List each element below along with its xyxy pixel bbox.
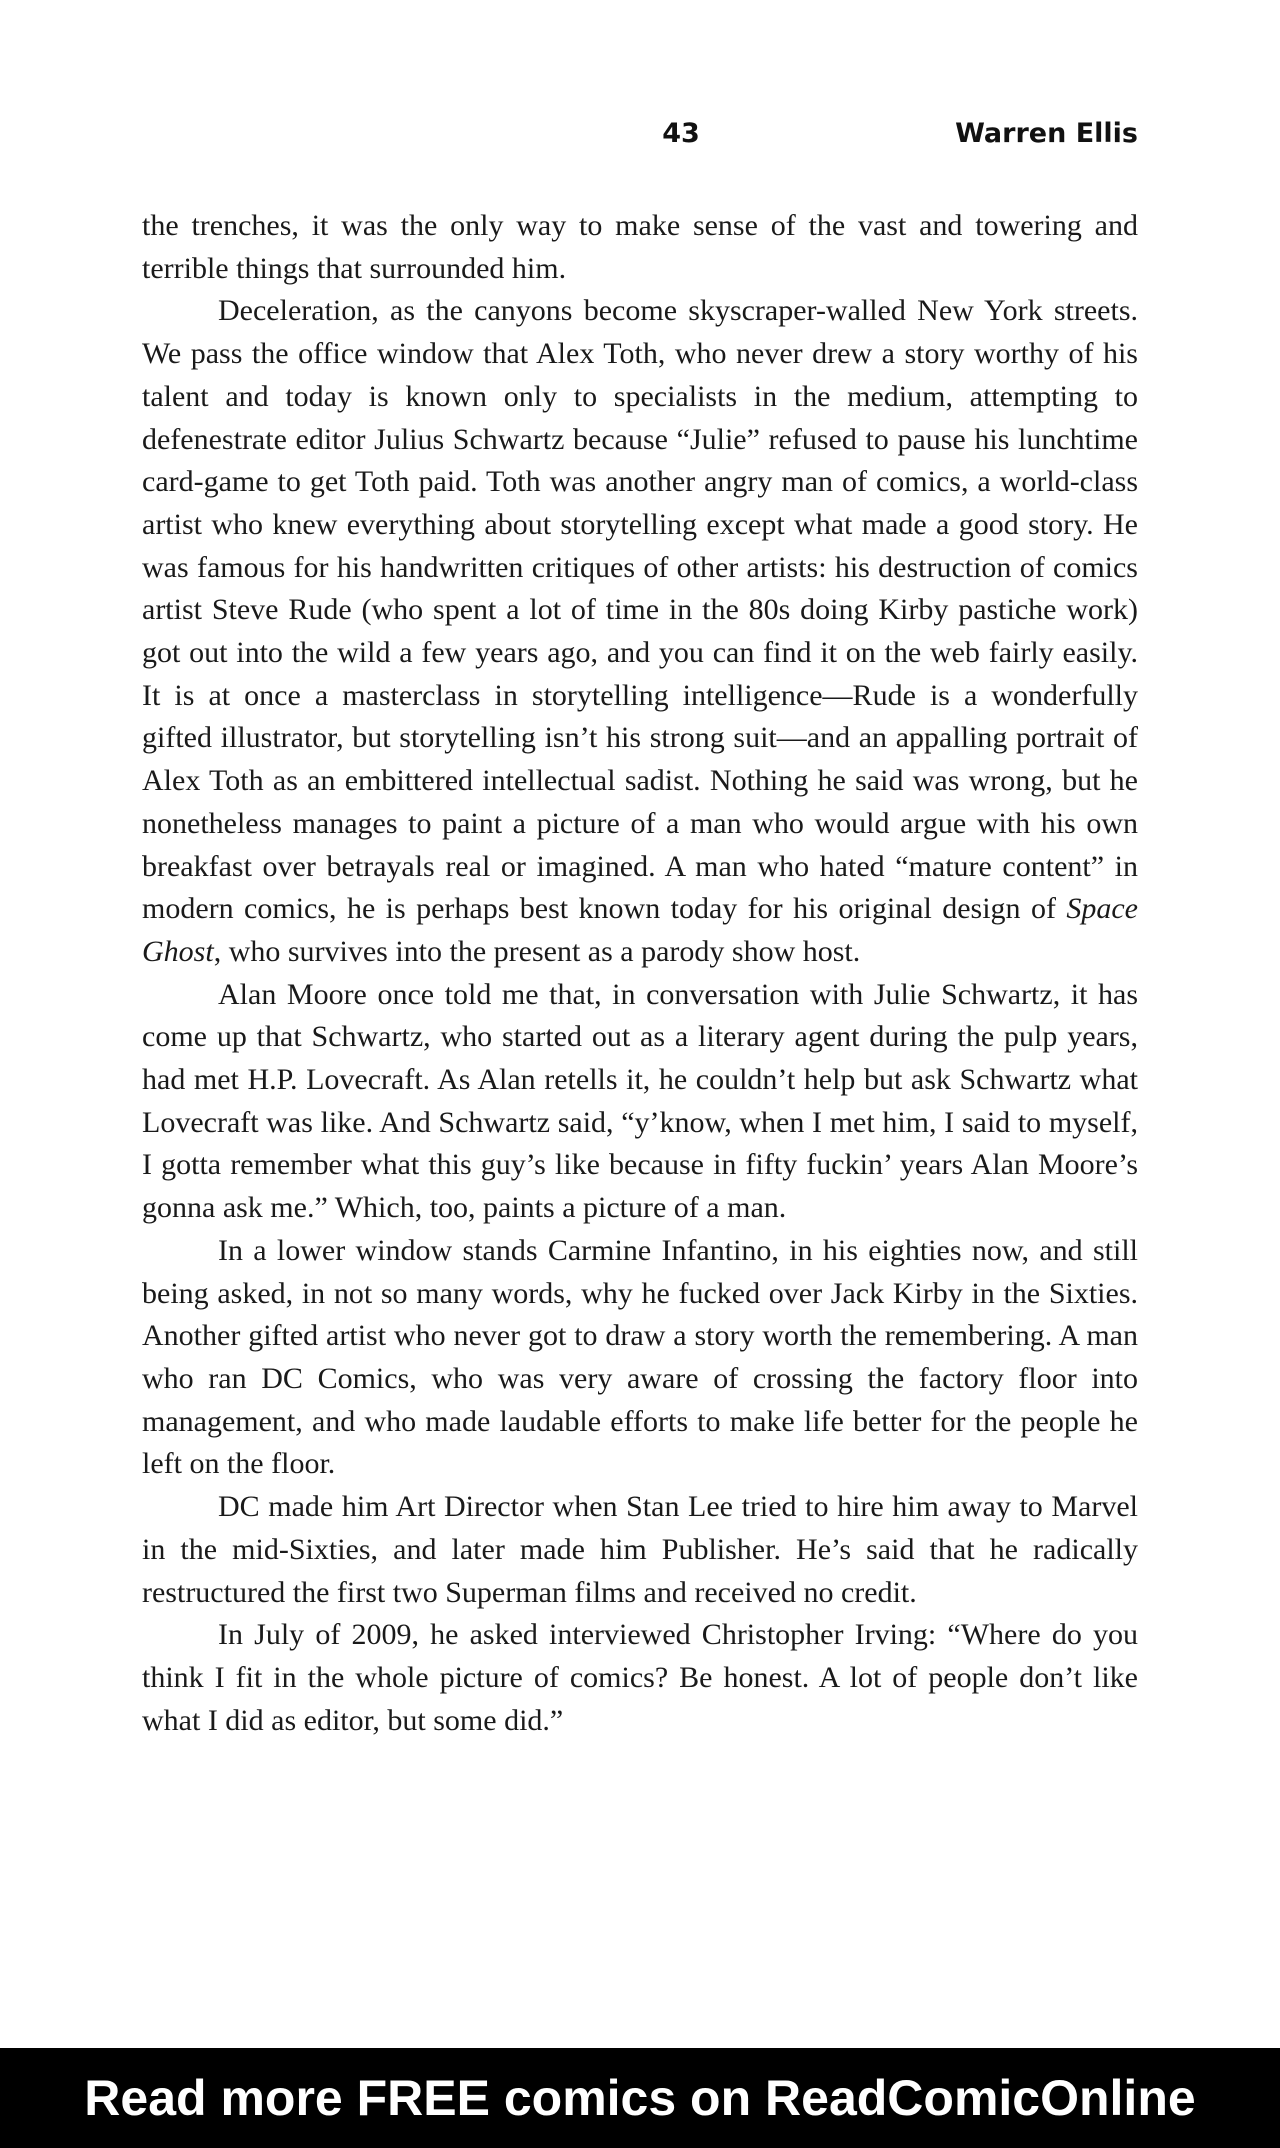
paragraph-4: In a lower window stands Carmine Infantino, in his eighties now, and still being asked, in not so many words, why he fucked over Jack Kirby in the Sixties. Another gifted artist who never got to draw a story worth the remembering. A man who ran DC Comics, who was very aware of crossing the factory floor into management, and who made laudable efforts to make life better for the people he left on the floor. — [142, 1233, 1138, 1481]
paragraph-3: Alan Moore once told me that, in conversation with Julie Schwartz, it has come up that Schwartz, who started out as a literary agent during the pulp years, had met H.P. Lovecraft. As Alan retells it, he couldn’t help but ask Schwartz what Lovecraft was like. And Schwartz said, “y’know, when I met him, I said to myself, I gotta remember what this guy’s like because in fifty fuckin’ years Alan Moore’s gonna ask me.” Which, too, paints a picture of a man. — [142, 977, 1138, 1225]
title-space-ghost: Space Ghost — [142, 892, 1138, 968]
banner-text: Read more FREE comics on ReadComicOnline — [84, 2070, 1196, 2126]
paragraph-5: DC made him Art Director when Stan Lee tried to hire him away to Marvel in the mid-Sixties, and later made him Publisher. He’s said that he radically restructured the first two Superman films and received no credit. — [142, 1490, 1138, 1609]
running-head-author: Warren Ellis — [955, 118, 1138, 149]
paragraph-2: Deceleration, as the canyons become skyscraper-walled New York streets. We pass the office window that Alex Toth, who never drew a story worthy of his talent and today is known only to specialists in the medium, attempting to defenestrate editor Julius Schwartz because “Julie” refused to pause his lunchtime card-game to get Toth paid. Toth was another angry man of comics, a world-class artist who knew everything about storytelling except what made a good story. He was famous for his handwritten critiques of other artists: his destruction of comics artist Steve Rude (who spent a lot of time in the 80s doing Kirby pastiche work) got out into the wild a few years ago, and you can find it on the web fairly easily. It is at once a masterclass in storytelling intelligence—Rude is a wonderfully gifted illustrator, but storytelling isn’t his strong suit—and an appalling portrait of Alex Toth as an embittered intellectual sadist. Nothing he said was wrong, but he nonetheless manages to paint a picture of a man who would argue with his own breakfast over betrayals real or imagined. A man who hated “mature content” in modern comics, he is perhaps best known today for his original design of Space Ghost, who survives into the present as a parody show host. — [142, 294, 1138, 968]
paragraph-6: In July of 2009, he asked interviewed Christopher Irving: “Where do you think I fit in the whole picture of comics? Be honest. A lot of people don’t like what I did as editor, but some did.” — [142, 1618, 1138, 1737]
body-text — [142, 205, 1138, 1742]
running-head — [140, 118, 1138, 158]
readcomiconline-banner-link[interactable] — [0, 2048, 1280, 2148]
page-number: 43 — [662, 118, 700, 149]
paragraph-1: the trenches, it was the only way to make sense of the vast and towering and terrible things that surrounded him. — [142, 209, 1138, 285]
